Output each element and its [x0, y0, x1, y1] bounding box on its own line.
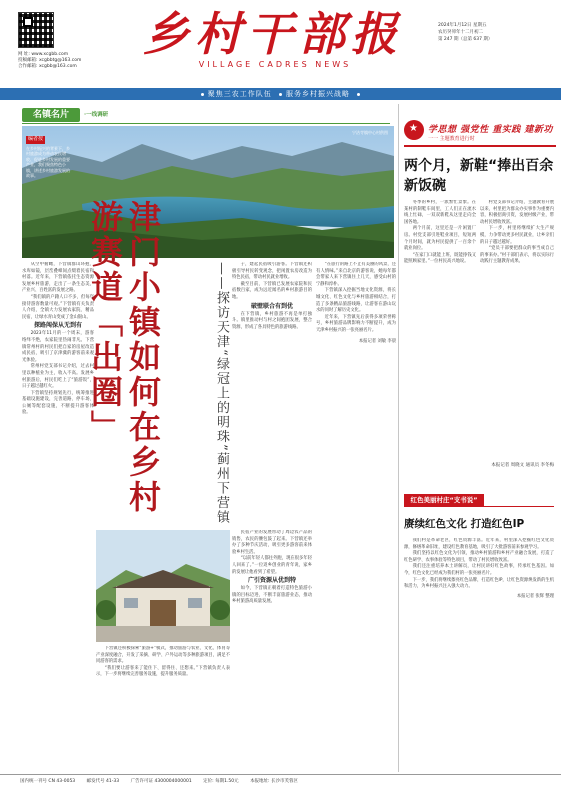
section-subtag: ·一线调研: [84, 112, 109, 118]
paragraph: 2023年11月的一个周末，游客络绎不绝，农家院里热闹非凡。下营镇常州村的村民们把自家的房屋改造成民宿，吸引了京津冀的游客前来观光体验。: [22, 331, 94, 363]
article-column-1: [22, 262, 94, 764]
paragraph: 下一步，村里将继续扩大生产规模，力争带动更多村民就业，让乡亲们的日子越过越好。: [480, 226, 554, 245]
paragraph: 民宿产业的发展带动了周边农产品的销售，农民的腰包鼓了起来。下营镇还举办了多种节庆活动，吸引更多游客前来体验乡村生活。: [232, 530, 312, 555]
column-tag: 红色美丽村庄“支书说”: [404, 494, 484, 506]
column-divider: [398, 104, 399, 772]
cooperation-email[interactable]: 合作邮箱: xcgbb@163.com: [18, 64, 77, 69]
paragraph: 我们坚持以红色文化为引领，推动乡村旅游和乡村产业融合发展，打造了红色研学、农事体验等特色项目，带动了村民增收致富。: [404, 551, 554, 563]
right-article-title[interactable]: 两个月，新鞋“捧出百余新饭碗: [404, 158, 554, 194]
slogan-banner: [0, 88, 561, 100]
town-gate-image: [96, 530, 230, 642]
bullet-icon: [357, 93, 360, 96]
paragraph: 下营镇深入挖掘当地文化资源，将长城文化、红色文化与乡村旅游相结合，打造了多条精品旅游线路，让游客在游山玩水的同时了解历史文化。: [316, 288, 396, 314]
footer-item: 邮发代号 41-33: [86, 779, 120, 784]
paragraph: 我们还注重培养本土讲解员，让村民讲好红色故事，传承红色基因。如今，红色文化已经成为我们村的一张亮丽名片。: [404, 564, 554, 576]
paragraph: 截至目前，下营镇已发展农家院和民宿数百家，成为远近闻名的乡村旅游目的地。: [232, 281, 312, 300]
caption-text: 在乡村振兴的背景下，乡村旅游成为带动农民增收、促进乡村发展的重要产业，我们聚焦特色小镇，讲述乡村旅游发展的故事。: [26, 145, 70, 178]
newspaper-title: 乡村干部报: [143, 7, 403, 61]
paragraph: 在下营镇，乡村旅游不再是单打独斗。镇里推动村与村之间抱团发展，整合资源，形成了各具特色的旅游线路。: [232, 311, 312, 330]
paragraph: 从空中俯瞰，下营镇群山环抱、水库如镜，层峦叠嶂间点缀着民宿和村落。近年来，下营镇依托生态资源发展乡村旅游，走出了一条生态美、产业兴、百姓富的发展之路。: [22, 262, 94, 294]
paragraph: 村党支部书记介绍，主题教育开展以来，村里把为群众办实事作为重要内容，积极招商引资，发展村级产业，带动村民增收致富。: [480, 200, 554, 225]
submit-email[interactable]: 投稿邮箱: xcgbbtg@163.com: [18, 58, 82, 63]
lead-photo[interactable]: [22, 126, 394, 258]
paragraph: “我们镇的户籍人口不多，但每年接待游客数量可观。”下营镇有关负责人介绍，全镇大力发展农家院、精品民宿，让绿水青山变成了金山银山。: [22, 294, 94, 320]
paragraph: “以前年轻人都往外跑，现在很多年轻人回来了。”一位返乡创业的青年说，家乡的发展让他看到了希望。: [232, 556, 312, 575]
article-column-2: [96, 646, 230, 764]
header-rule: [404, 145, 556, 147]
second-article-title[interactable]: 赓续红色文化 打造红色IP: [404, 518, 525, 530]
article-byline: 本报记者 刘敏 李晨: [358, 338, 396, 344]
paragraph: 近年来，下营镇先后获得多项荣誉称号，乡村旅游品牌影响力不断提升，成为天津乡村振兴的一张亮丽名片。: [316, 314, 396, 333]
right-article-byline: 本报记者 周晓文 通讯员 李冬梅: [491, 463, 554, 468]
article-column-3: [232, 262, 312, 524]
party-emblem-icon: ★: [404, 120, 424, 140]
paragraph: 两个月前，这里还是一片闲置厂房。村党支部引进鞋业项目，短短两个月时间，就为村民提供了一百余个就业岗位。: [404, 226, 476, 252]
headline-title[interactable]: 津门小镇如何在乡村游赛道「出圈」: [86, 200, 162, 515]
section-tag: 名镇名片: [22, 108, 80, 122]
second-article-byline: 本报记者 张辉 整理: [516, 593, 554, 599]
site-url[interactable]: 网 址: www.xcgbb.com: [18, 52, 69, 57]
column-rule: [404, 506, 554, 507]
article-column-4: [316, 262, 396, 764]
slogan-left: 聚焦三农工作队伍: [207, 90, 272, 98]
photo-caption: [26, 136, 70, 179]
theme-slogan: 学思想 强党性 重实践 建新功: [428, 125, 553, 135]
paragraph: 下一步，我们将继续擦亮红色品牌，打造红色IP，让红色资源焕发新的生机和活力，为乡村振兴注入强大动力。: [404, 577, 554, 590]
photo-credit: 宁洁寺镇中心村供图: [352, 130, 388, 135]
paragraph: 冬季的乡村，一派繁忙景象。在某村的制鞋车间里，工人们正在流水线上忙碌，一双双新鞋从这里走向全国各地。: [404, 200, 476, 225]
paragraph: 子，建起民宿吸引游客。下营镇还积极引导村民转变观念，把闲置农房改造为特色民宿，带动村民就业增收。: [232, 262, 312, 281]
theme-education-header: [404, 118, 556, 148]
paragraph: 常州村党支部书记介绍，过去村里以种植业为主，收入不高。发展乡村旅游后，村民们吃上了“旅游饭”，日子越过越红火。: [22, 364, 94, 390]
footer-item: 本报地址: 长沙市芙蓉区: [250, 779, 299, 784]
headline-subtitle: ——探访天津“绿冠上的明珠”蓟州下营镇: [214, 262, 229, 525]
section-heading: 探路闯保从无到有: [33, 322, 82, 330]
paragraph: 我们村是革命老区，红色资源丰富。近年来，村里深入挖掘红色文化资源，修缮革命旧址，建设红色教育基地，吸引了大批游客前来参观学习。: [404, 538, 554, 550]
masthead: [0, 0, 561, 84]
paragraph: 下营镇还积极探索“旅游+”模式，推动旅游与农业、文化、体育等产业深度融合，开发了采摘、研学、户外运动等多种旅游项目，满足不同游客的需求。: [96, 646, 230, 665]
reservoir-landscape-image: [22, 126, 394, 258]
right-article-column-b: [480, 200, 554, 462]
page-footer: [0, 774, 561, 792]
second-article-body: [404, 538, 554, 764]
slogan-right: 服务乡村振兴战略: [286, 90, 350, 98]
issue-info: [438, 22, 553, 43]
paragraph: “在家门口就能上班，既能挣钱又能照顾家里。”一位村民高兴地说。: [404, 252, 476, 265]
section-rule: [22, 123, 390, 124]
newspaper-subtitle: VILLAGE CADRES NEWS: [198, 60, 352, 69]
theme-subtitle: 一一 主题教育进行时: [428, 136, 475, 142]
bullet-icon: [201, 93, 204, 96]
issue-date: 2024年1月12日 星期五: [438, 23, 487, 28]
paragraph: “我们要让游客来了能住下、留得住、还想来。”下营镇负责人表示，下一步将继续完善服务设施，提升服务质量。: [96, 665, 230, 678]
bullet-icon: [279, 93, 282, 96]
town-gate-photo[interactable]: [96, 530, 230, 642]
issue-number: 第 247 期（总第 637 期）: [438, 37, 493, 42]
footer-item: 广告许可证 4300004000001: [130, 779, 192, 784]
paragraph: 如今，下营镇正朝着打造特色旅游小镇的目标迈进，不断丰富旅游业态，推动乡村旅游高质量发展。: [232, 586, 312, 605]
paragraph: “党员干部要把群众的事当成自己的事来办。”村干部们表示，将以实际行动践行主题教育成果。: [480, 246, 554, 265]
paragraph: “在旅行的路上不止有美丽的风景，还有人情味。”来自北京的游客说，她每年都会带家人来下营镇住上几天，感受山村的宁静和淳朴。: [316, 262, 396, 287]
qr-code-icon: [18, 12, 54, 48]
footer-item: 国内统一刊号 CN 43-0053: [20, 779, 76, 784]
article-column-3b: [232, 530, 312, 764]
lunar-date: 农历癸卯年十二月初二: [438, 30, 483, 35]
caption-title: 编者按: [28, 136, 44, 142]
right-article-column-a: [404, 200, 476, 462]
section-heading: 破壁联合有到优: [250, 302, 293, 310]
paragraph: 下营镇坚持规划先行，统筹推进基础设施建设，完善道路、停车场、公厕等配套设施，不断提升游客体验。: [22, 390, 94, 416]
site-info: [18, 52, 128, 70]
section-heading: 广引资源从优到特: [247, 577, 296, 585]
footer-item: 定价: 每期1.50元: [203, 779, 239, 784]
